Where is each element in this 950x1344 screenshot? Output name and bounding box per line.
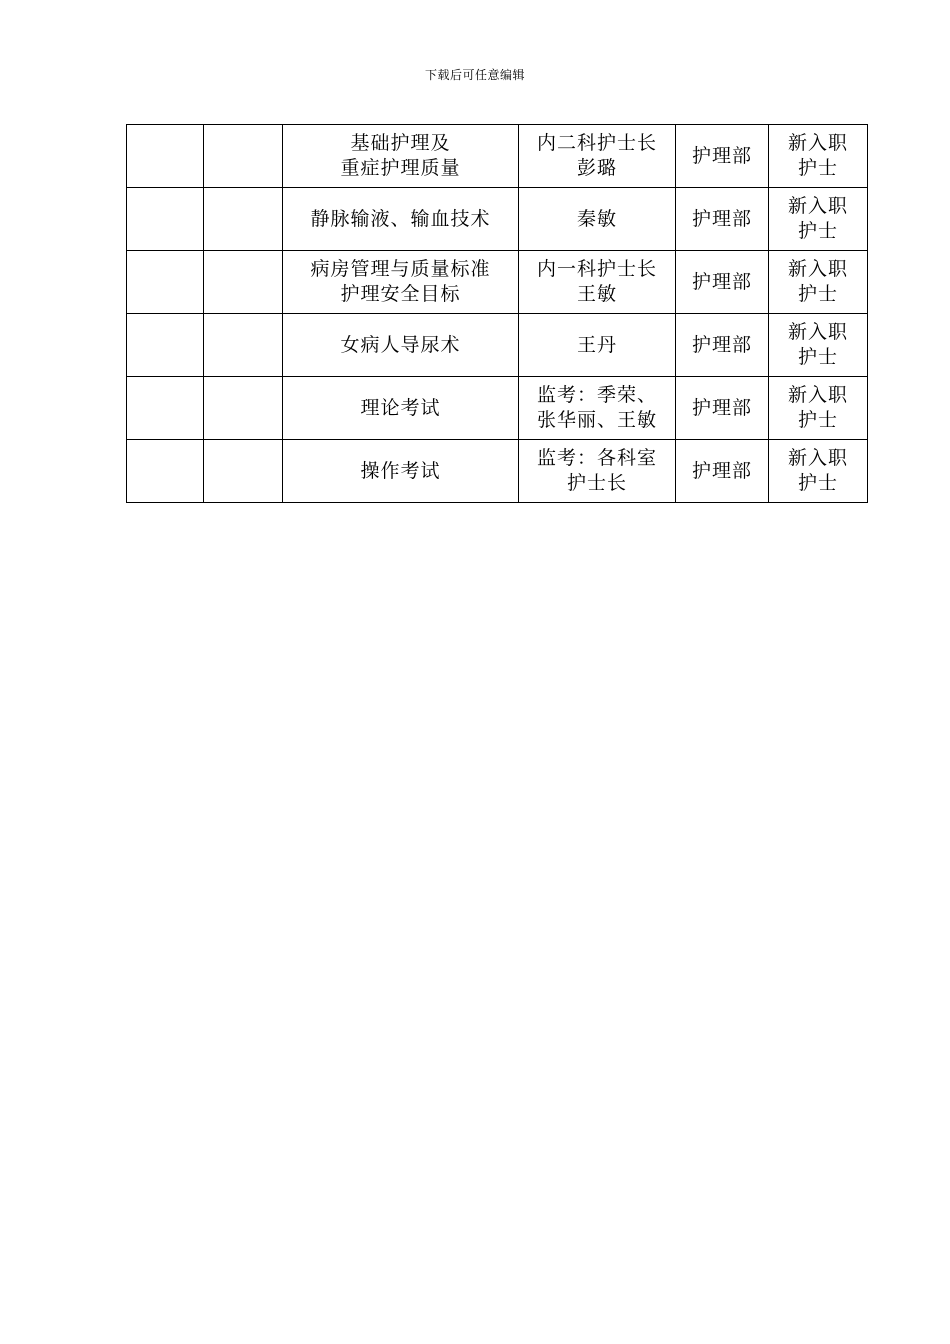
audience-line: 护士 [797, 409, 838, 431]
organizer-cell: 护理部 [676, 125, 769, 188]
audience-line: 新入职 [787, 132, 848, 154]
time-cell [204, 377, 283, 440]
teacher-line: 张华丽、王敏 [536, 409, 657, 431]
teacher-cell [519, 251, 676, 314]
organizer-cell: 护理部 [676, 251, 769, 314]
table-row [127, 125, 868, 188]
teacher-line: 王敏 [576, 283, 617, 305]
topic-line: 操作考试 [360, 459, 441, 482]
audience-line: 护士 [797, 472, 838, 494]
teacher-line: 彭璐 [576, 157, 617, 179]
audience-cell [769, 314, 868, 377]
table-row [127, 377, 868, 440]
time-cell [204, 188, 283, 251]
training-schedule-table [126, 124, 868, 503]
teacher-line: 监考：季荣、 [536, 384, 657, 406]
teacher-cell [519, 188, 676, 251]
teacher-line: 监考：各科室 [536, 447, 657, 469]
topic-cell [283, 440, 519, 503]
organizer-cell: 护理部 [676, 440, 769, 503]
teacher-cell [519, 314, 676, 377]
table-row [127, 188, 868, 251]
date-cell [127, 251, 204, 314]
organizer-cell: 护理部 [676, 377, 769, 440]
page-header: 下载后可任意编辑 [424, 68, 525, 82]
teacher-line: 内二科护士长 [536, 132, 657, 154]
teacher-line: 王丹 [576, 333, 617, 356]
topic-line: 重症护理质量 [340, 157, 461, 179]
date-cell [127, 314, 204, 377]
organizer-cell: 护理部 [676, 188, 769, 251]
topic-line: 护理安全目标 [340, 283, 461, 305]
topic-line: 病房管理与质量标准 [310, 258, 491, 280]
topic-line: 女病人导尿术 [340, 333, 461, 356]
topic-line: 理论考试 [360, 396, 441, 419]
teacher-line: 内一科护士长 [536, 258, 657, 280]
audience-line: 护士 [797, 346, 838, 368]
teacher-cell [519, 125, 676, 188]
date-cell [127, 440, 204, 503]
audience-line: 护士 [797, 283, 838, 305]
audience-line: 新入职 [787, 447, 848, 469]
audience-line: 新入职 [787, 258, 848, 280]
topic-cell [283, 125, 519, 188]
date-cell [127, 377, 204, 440]
table-row [127, 440, 868, 503]
topic-cell [283, 251, 519, 314]
teacher-cell [519, 440, 676, 503]
teacher-line: 护士长 [566, 472, 627, 494]
audience-cell [769, 188, 868, 251]
time-cell [204, 251, 283, 314]
organizer-cell: 护理部 [676, 314, 769, 377]
audience-cell [769, 251, 868, 314]
topic-line: 基础护理及 [350, 132, 451, 154]
audience-cell [769, 377, 868, 440]
date-cell [127, 125, 204, 188]
audience-cell [769, 125, 868, 188]
table-row [127, 314, 868, 377]
topic-cell [283, 377, 519, 440]
audience-line: 新入职 [787, 195, 848, 217]
time-cell [204, 314, 283, 377]
audience-line: 新入职 [787, 321, 848, 343]
topic-cell [283, 188, 519, 251]
topic-line: 静脉输液、输血技术 [310, 207, 491, 230]
table-row [127, 251, 868, 314]
teacher-line: 秦敏 [576, 207, 617, 230]
audience-cell [769, 440, 868, 503]
teacher-cell [519, 377, 676, 440]
topic-cell [283, 314, 519, 377]
date-cell [127, 188, 204, 251]
audience-line: 护士 [797, 157, 838, 179]
time-cell [204, 440, 283, 503]
audience-line: 护士 [797, 220, 838, 242]
time-cell [204, 125, 283, 188]
audience-line: 新入职 [787, 384, 848, 406]
